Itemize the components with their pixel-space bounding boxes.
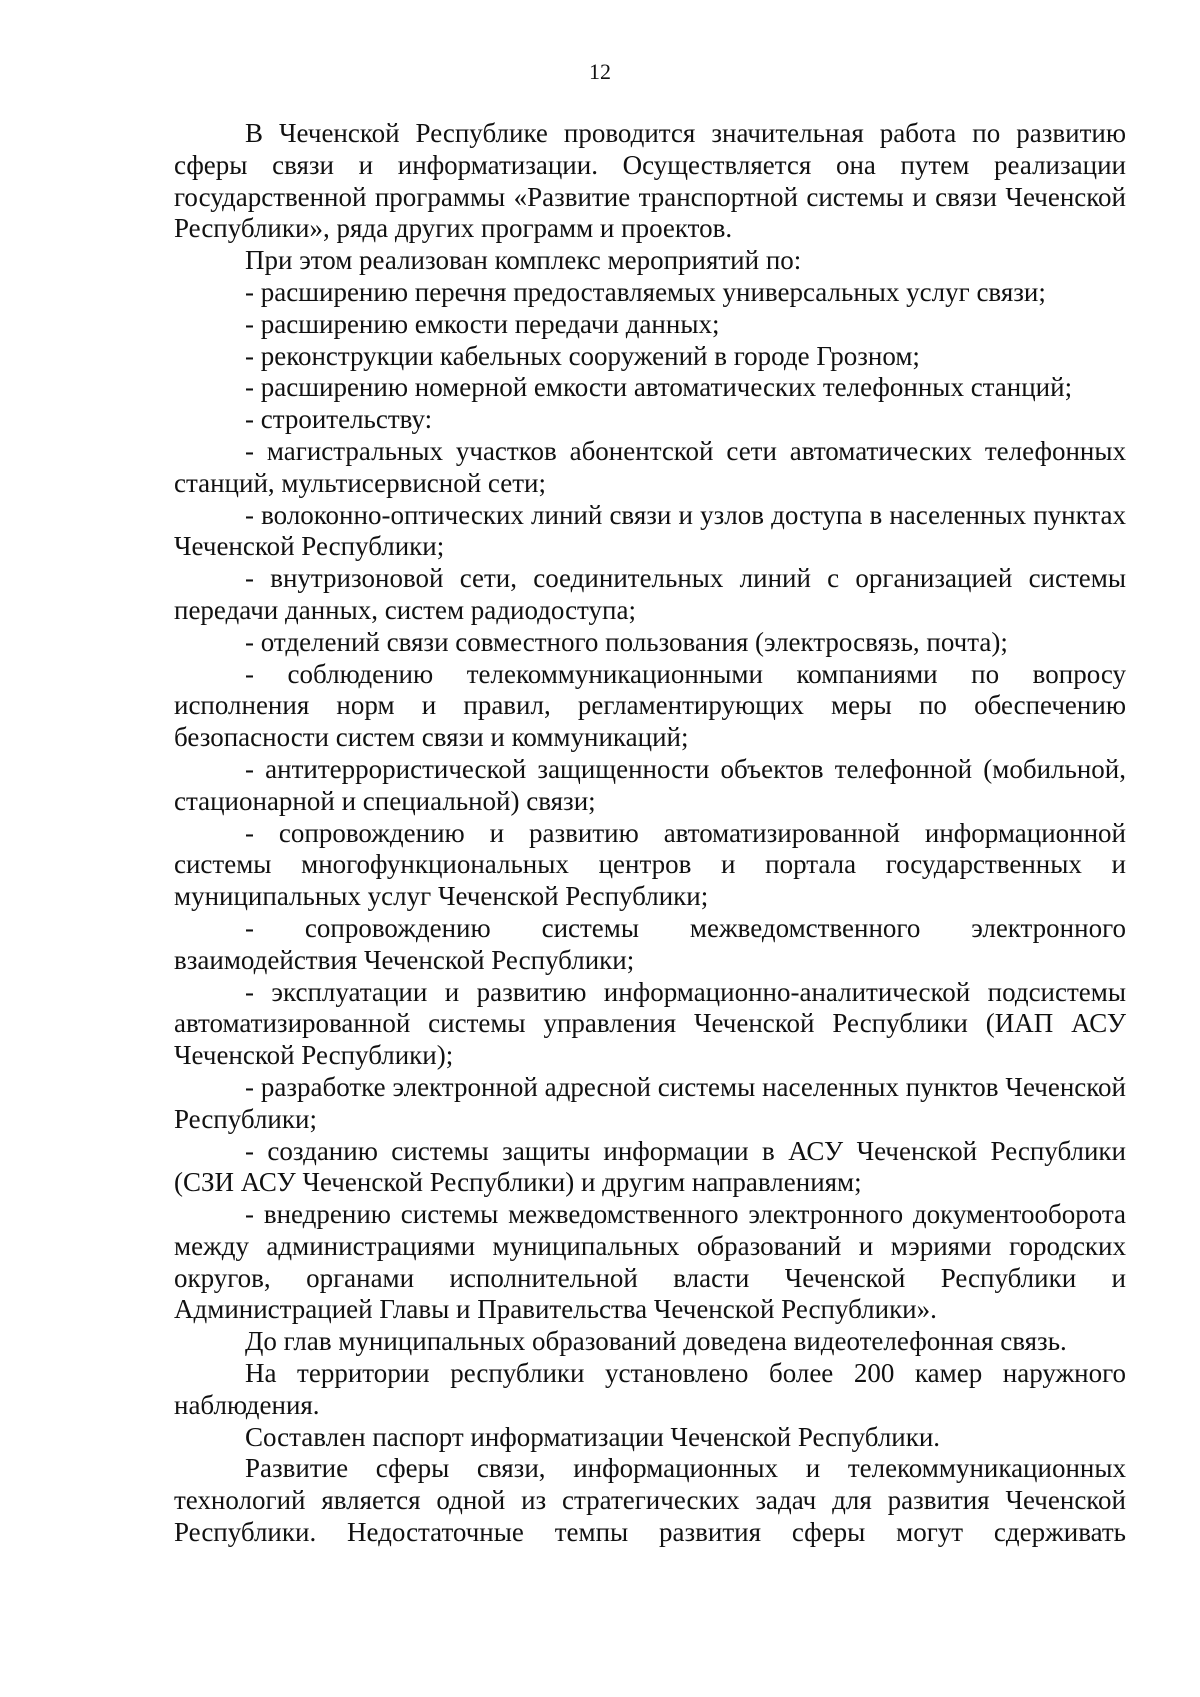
list-item: - антитеррористической защищенности объектов телефонной (мобильной, стационарной и специальной) связи;	[174, 753, 1126, 816]
list-item: - соблюдению телекоммуникационными компаниями по вопросу исполнения норм и правил, регламентирующих меры по обеспечению безопасности систем связи и коммуникаций;	[174, 658, 1126, 753]
list-item: - строительству:	[245, 404, 433, 435]
paragraph: Составлен паспорт информатизации Чеченской Республики.	[245, 1421, 941, 1452]
paragraph: До глав муниципальных образований доведена видеотелефонная связь.	[245, 1326, 1067, 1357]
page-number: 12	[589, 59, 611, 84]
list-item: - расширению номерной емкости автоматических телефонных станций;	[245, 372, 1073, 403]
paragraph: Развитие сферы связи, информационных и телекоммуникационных технологий является одной из стратегических задач для развития Чеченской Республики. Недостаточные темпы развития сферы могут сдерживать	[174, 1453, 1126, 1548]
document-body	[174, 118, 1126, 1549]
list-item: - расширению емкости передачи данных;	[245, 308, 720, 339]
list-item: - магистральных участков абонентской сети автоматических телефонных станций, мультисервисной сети;	[174, 435, 1126, 498]
list-item: - разработке электронной адресной системы населенных пунктов Чеченской Республики;	[174, 1071, 1126, 1134]
list-item: - сопровождению системы межведомственного электронного взаимодействия Чеченской Республики;	[174, 912, 1126, 975]
paragraph: На территории республики установлено более 200 камер наружного наблюдения.	[174, 1358, 1126, 1420]
list-item: - внедрению системы межведомственного электронного документооборота между администрациями муниципальных образований и мэриями городских округов, органами исполнительной власти Чеченской Республики и Администрацией Главы и Правительства Чеченской Республики».	[174, 1199, 1126, 1325]
list-item: - внутризоновой сети, соединительных линий с организацией системы передачи данных, систем радиодоступа;	[174, 563, 1126, 625]
list-item: - эксплуатации и развитию информационно-аналитической подсистемы автоматизированной системы управления Чеченской Республики (ИАП АСУ Чеченской Республики);	[174, 976, 1126, 1071]
list-item: - расширению перечня предоставляемых универсальных услуг связи;	[245, 276, 1046, 307]
paragraph: В Чеченской Республике проводится значительная работа по развитию сферы связи и информатизации. Осуществляется она путем реализации государственной программы «Развитие транспортной системы и связи Чеченской Республики», ряда других программ и проектов.	[174, 118, 1126, 244]
list-item: - отделений связи совместного пользования (электросвязь, почта);	[245, 626, 1008, 657]
paragraph: При этом реализован комплекс мероприятий по:	[245, 245, 802, 276]
list-item: - сопровождению и развитию автоматизированной информационной системы многофункциональных центров и портала государственных и муниципальных услуг Чеченской Республики;	[174, 817, 1126, 912]
list-item: - волоконно-оптических линий связи и узлов доступа в населенных пунктах Чеченской Республики;	[174, 499, 1126, 562]
list-item: - созданию системы защиты информации в АСУ Чеченской Республики (СЗИ АСУ Чеченской Республики) и другим направлениям;	[174, 1135, 1126, 1198]
list-item: - реконструкции кабельных сооружений в городе Грозном;	[245, 340, 920, 371]
